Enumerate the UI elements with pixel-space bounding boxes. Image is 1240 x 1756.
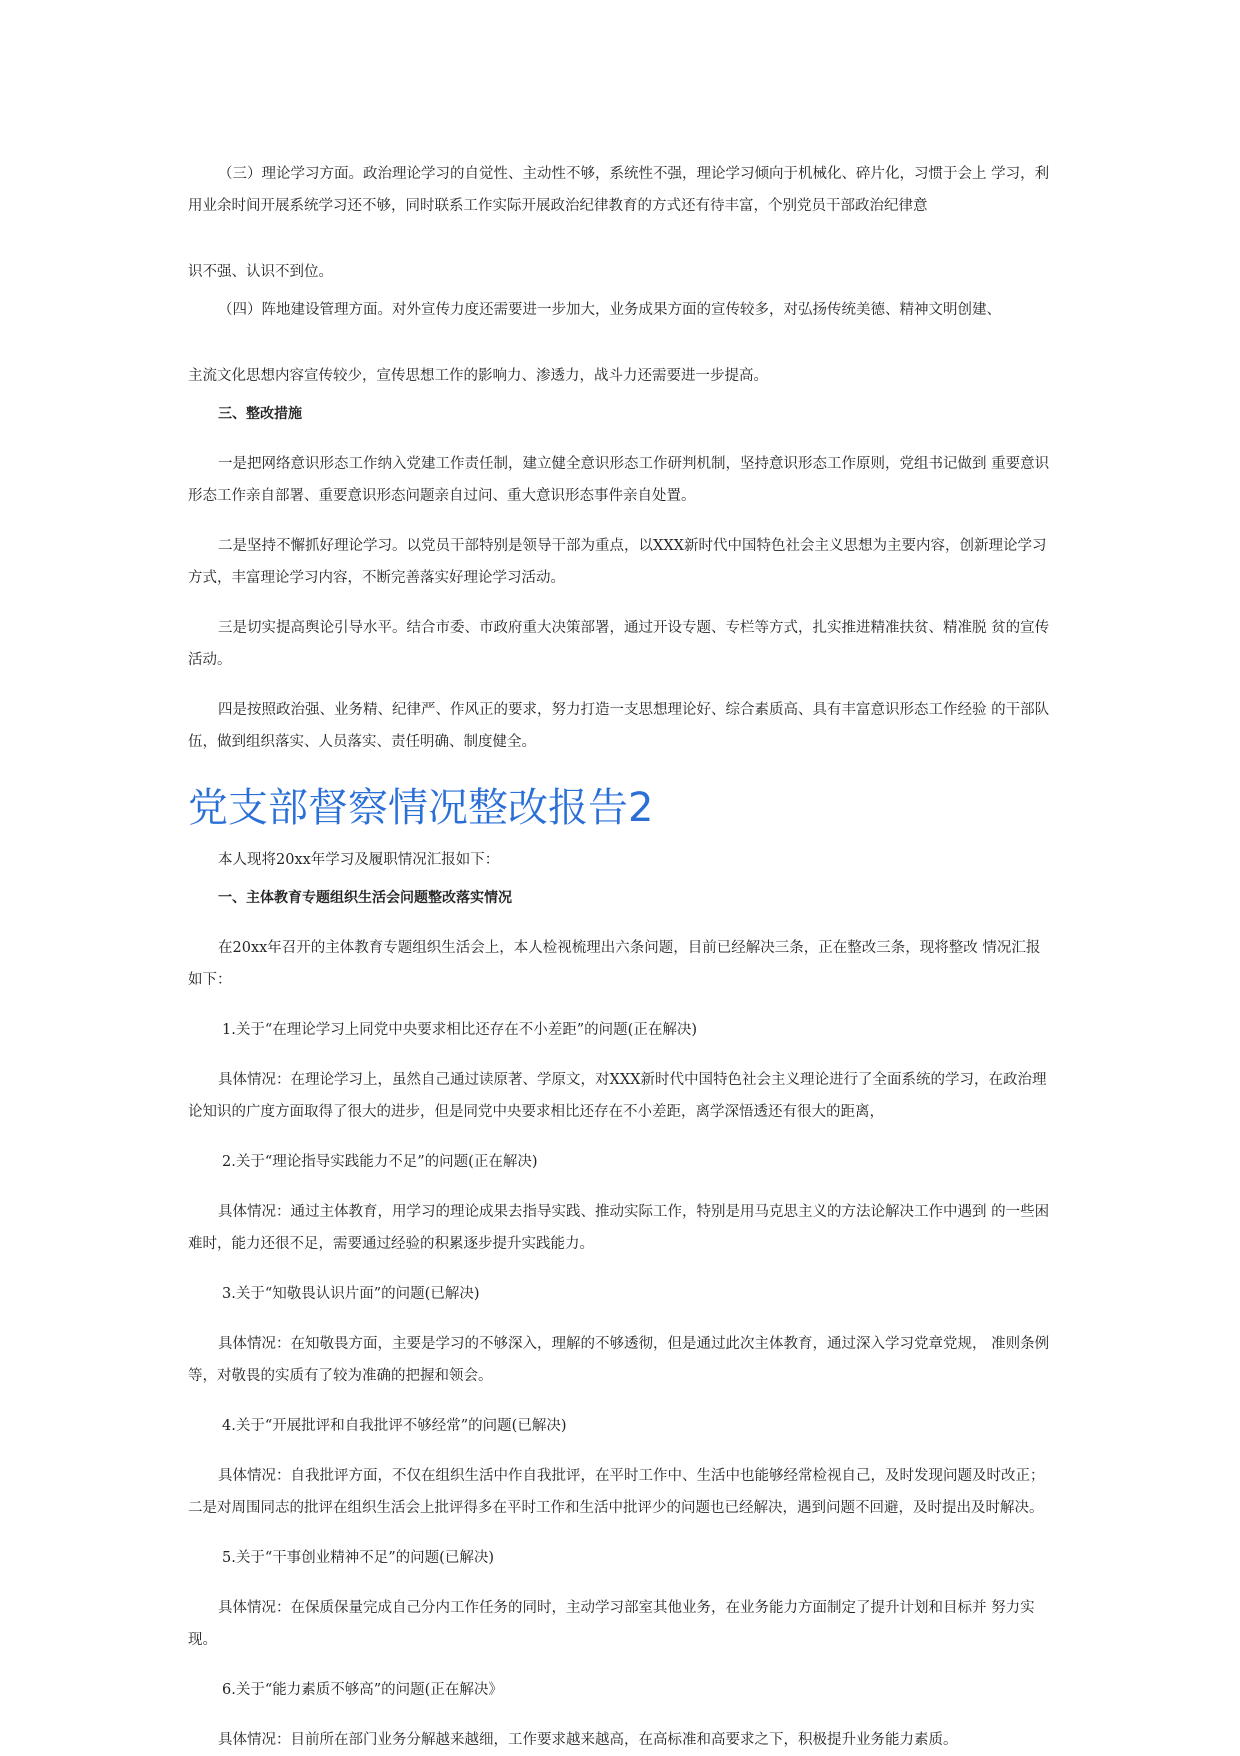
issue-item-2: 2.关于“理论指导实践能力不足”的问题(正在解决) (222, 1154, 538, 1170)
paragraph-measure-1: 一是把网络意识形态工作纳入党建工作责任制，建立健全意识形态工作研判机制，坚持意识形态工作原则，党组书记做到 重要意识形态工作亲自部署、重要意识形态问题亲自过问、重大意识形态事件亲自处置。 (188, 456, 1050, 504)
section-heading-rectification: 一、主体教育专题组织生活会问题整改落实情况 (218, 890, 512, 906)
issue-detail-1: 具体情况：在理论学习上，虽然自己通过读原著、学原文，对XXX新时代中国特色社会主义理论进行了全面系统的学习，在政治理论知识的广度方面取得了很大的进步，但是同党中央要求相比还存在不小差距，离学深悟透还有很大的距离， (188, 1072, 1047, 1120)
paragraph-summary: 在20xx年召开的主体教育专题组织生活会上，本人检视梳理出六条问题，目前已经解决三条，正在整改三条，现将整改 情况汇报如下： (188, 940, 1041, 988)
issue-item-1: 1.关于“在理论学习上同党中央要求相比还存在不小差距”的问题(正在解决) (222, 1022, 697, 1038)
issue-item-3: 3.关于“知敬畏认识片面”的问题(已解决) (222, 1286, 480, 1302)
issue-item-5: 5.关于“干事创业精神不足”的问题(已解决) (222, 1550, 494, 1566)
issue-detail-3: 具体情况：在知敬畏方面，主要是学习的不够深入，理解的不够透彻，但是通过此次主体教育，通过深入学习党章党规， 准则条例等，对敬畏的实质有了较为准确的把握和领会。 (188, 1336, 1050, 1384)
issue-detail-2: 具体情况：通过主体教育，用学习的理论成果去指导实践、推动实际工作，特别是用马克思主义的方法论解决工作中遇到 的一些困难时，能力还很不足，需要通过经验的积累逐步提升实践能力。 (188, 1204, 1050, 1252)
section-heading-measures: 三、整改措施 (218, 406, 302, 422)
paragraph-measure-4: 四是按照政治强、业务精、纪律严、作风正的要求，努力打造一支思想理论好、综合素质高、具有丰富意识形态工作经验 的干部队伍，做到组织落实、人员落实、责任明确、制度健全。 (188, 702, 1050, 750)
paragraph-theory-study: （三）理论学习方面。政治理论学习的自觉性、主动性不够，系统性不强，理论学习倾向于机械化、碎片化，习惯于会上 学习，利用业余时间开展系统学习还不够，同时联系工作实际开展政治纪律教育的方式还有待丰富，个别党员干部政治纪律意 (188, 166, 1050, 214)
paragraph-measure-2: 二是坚持不懈抓好理论学习。以党员干部特别是领导干部为重点，以XXX新时代中国特色社会主义思想为主要内容，创新理论学习方式，丰富理论学习内容，不断完善落实好理论学习活动。 (188, 538, 1047, 586)
paragraph-theory-study-cont: 识不强、认识不到位。 (188, 264, 333, 280)
issue-item-6: 6.关于“能力素质不够高”的问题(正在解决》 (222, 1682, 503, 1698)
paragraph-position-management-cont: 主流文化思想内容宣传较少，宣传思想工作的影响力、渗透力，战斗力还需要进一步提高。 (188, 368, 768, 384)
paragraph-measure-3: 三是切实提高舆论引导水平。结合市委、市政府重大决策部署，通过开设专题、专栏等方式，扎实推进精准扶贫、精准脱 贫的宣传活动。 (188, 620, 1050, 668)
report-title: 党支部督察情况整改报告2 (188, 785, 654, 831)
paragraph-intro: 本人现将20xx年学习及履职情况汇报如下： (218, 852, 500, 868)
issue-item-4: 4.关于“开展批评和自我批评不够经常”的问题(已解决) (222, 1418, 567, 1434)
issue-detail-6: 具体情况：目前所在部门业务分解越来越细，工作要求越来越高，在高标准和高要求之下，积极提升业务能力素质。 (218, 1732, 958, 1748)
paragraph-position-management: （四）阵地建设管理方面。对外宣传力度还需要进一步加大，业务成果方面的宣传较多，对弘扬传统美德、精神文明创建、 (218, 302, 1001, 318)
issue-detail-5: 具体情况：在保质保量完成自己分内工作任务的同时，主动学习部室其他业务，在业务能力方面制定了提升计划和目标并 努力实现。 (188, 1600, 1035, 1648)
issue-detail-4: 具体情况：自我批评方面，不仅在组织生活中作自我批评，在平时工作中、生活中也能够经常检视自己，及时发现问题及时改正；二是对周围同志的批评在组织生活会上批评得多在平时工作和生活中批评少的问题也已经解决，遇到问题不回避，及时提出及时解决。 (188, 1468, 1045, 1516)
